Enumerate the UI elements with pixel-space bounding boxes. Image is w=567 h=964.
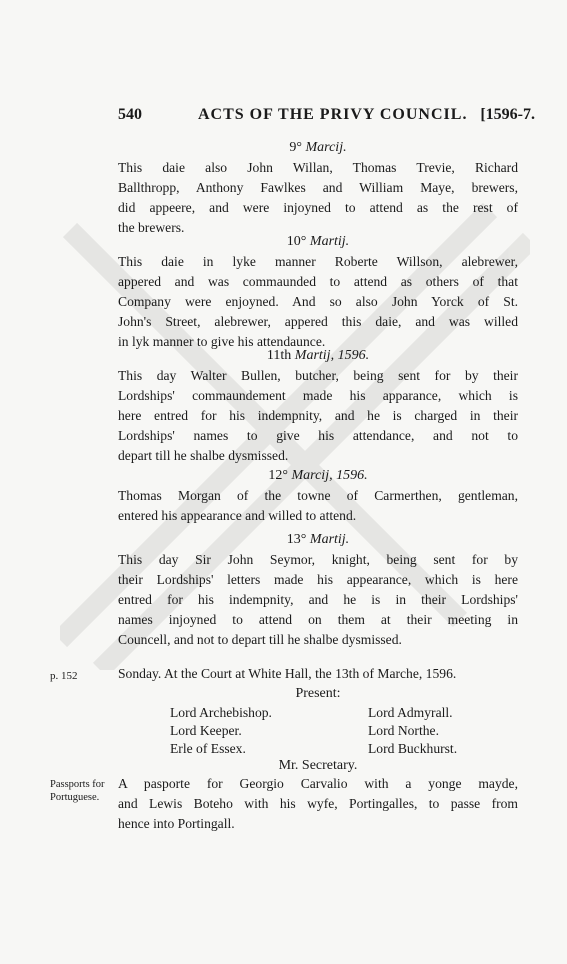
margin-page-reference: p. 152 <box>50 670 78 682</box>
text-line: depart till he shalbe dysmissed. <box>118 448 289 463</box>
text-line: here entred for his indempnity, and he is charged in their <box>118 408 518 423</box>
entry-date-heading <box>118 140 518 156</box>
text-line: John's Street, alebrewer, appered this daie, and was willed <box>118 314 518 329</box>
text-line: This daie also John Willan, Thomas Trevie, Richard <box>118 160 518 175</box>
text-line: the brewers. <box>118 220 185 235</box>
text-line: Lordships' names to give his attendance, and not to <box>118 428 518 443</box>
text-line: entered his appearance and willed to attend. <box>118 508 357 523</box>
present-member: Lord Keeper. <box>170 723 242 738</box>
text-line: did appeere, and were injoyned to attend as the rest of <box>118 200 518 215</box>
running-title: ACTS OF THE PRIVY COUNCIL. <box>198 106 468 123</box>
text-line: Company were enjoyned. And so also John Yorck of St. <box>118 294 518 309</box>
present-member: Lord Archebishop. <box>170 705 272 720</box>
text-line: This day Walter Bullen, butcher, being sent for by their <box>118 368 518 383</box>
text-line: their Lordships' letters made his appearance, which is here <box>118 572 518 587</box>
date-number: 13° <box>286 532 307 547</box>
date-number: 10° <box>286 234 307 249</box>
present-label: Present: <box>295 686 341 701</box>
present-member: Lord Buckhurst. <box>368 741 458 756</box>
entry-paragraph <box>118 252 518 352</box>
running-header <box>118 106 535 128</box>
sitting-heading <box>118 664 518 684</box>
text-line: Councell, and not to depart till he shalbe dysmissed. <box>118 632 402 647</box>
date-text: Martij, 1596. <box>294 348 370 363</box>
date-text: Martij. <box>309 532 350 547</box>
text-line: appered and was commaunded to attend as others of that <box>118 274 518 289</box>
margin-note-line: Portuguese. <box>50 792 100 803</box>
entry-date-heading <box>118 532 518 548</box>
entry-paragraph <box>118 486 518 526</box>
text-line: names injoyned to attend on them at their meeting in <box>118 612 518 627</box>
present-member: Erle of Essex. <box>170 741 246 756</box>
text-line: and Lewis Boteho with his wyfe, Portingalles, to passe from <box>118 796 518 811</box>
date-text: Marcij. <box>305 140 347 155</box>
date-text: Martij. <box>309 234 350 249</box>
present-right-column <box>368 704 457 758</box>
text-line: Ballthropp, Anthony Fawlkes and William Maye, brewers, <box>118 180 518 195</box>
margin-note-passports <box>50 778 114 804</box>
entry-date-heading <box>118 234 518 250</box>
date-number: 11th <box>266 348 292 363</box>
present-left-column <box>170 704 272 758</box>
margin-note-line: Passports for <box>50 779 105 790</box>
entry-date-heading <box>118 348 518 364</box>
passport-paragraph <box>118 774 518 834</box>
entry-paragraph <box>118 366 518 466</box>
date-number: 12° <box>268 468 288 483</box>
text-line: hence into Portingall. <box>118 816 235 831</box>
text-line: A pasporte for Georgio Carvalio with a yonge mayde, <box>118 776 518 791</box>
entry-paragraph <box>118 158 518 238</box>
text-line: This day Sir John Seymor, knight, being sent for by <box>118 552 518 567</box>
page-number: 540 <box>118 106 142 123</box>
date-text: Marcij, 1596. <box>291 468 368 483</box>
text-line: This daie in lyke manner Roberte Willson, alebrewer, <box>118 254 518 269</box>
present-member: Lord Northe. <box>368 723 439 738</box>
present-member: Lord Admyrall. <box>368 705 453 720</box>
entry-paragraph <box>118 550 518 650</box>
date-number: 9° <box>289 140 302 155</box>
text-line: Sonday. At the Court at White Hall, the 13th of Marche, 1596. <box>118 666 457 681</box>
entry-date-heading <box>118 468 518 484</box>
text-line: in lyk manner to give his attendaunce. <box>118 334 326 349</box>
text-line: Thomas Morgan of the towne of Carmerthen, gentleman, <box>118 488 518 503</box>
text-line: Lordships' commaundement made his apparance, which is <box>118 388 518 403</box>
header-year: [1596-7. <box>480 106 535 123</box>
secretary-line: Mr. Secretary. <box>278 758 358 773</box>
text-line: entred for his indempnity, and he is in their Lordships' <box>118 592 518 607</box>
